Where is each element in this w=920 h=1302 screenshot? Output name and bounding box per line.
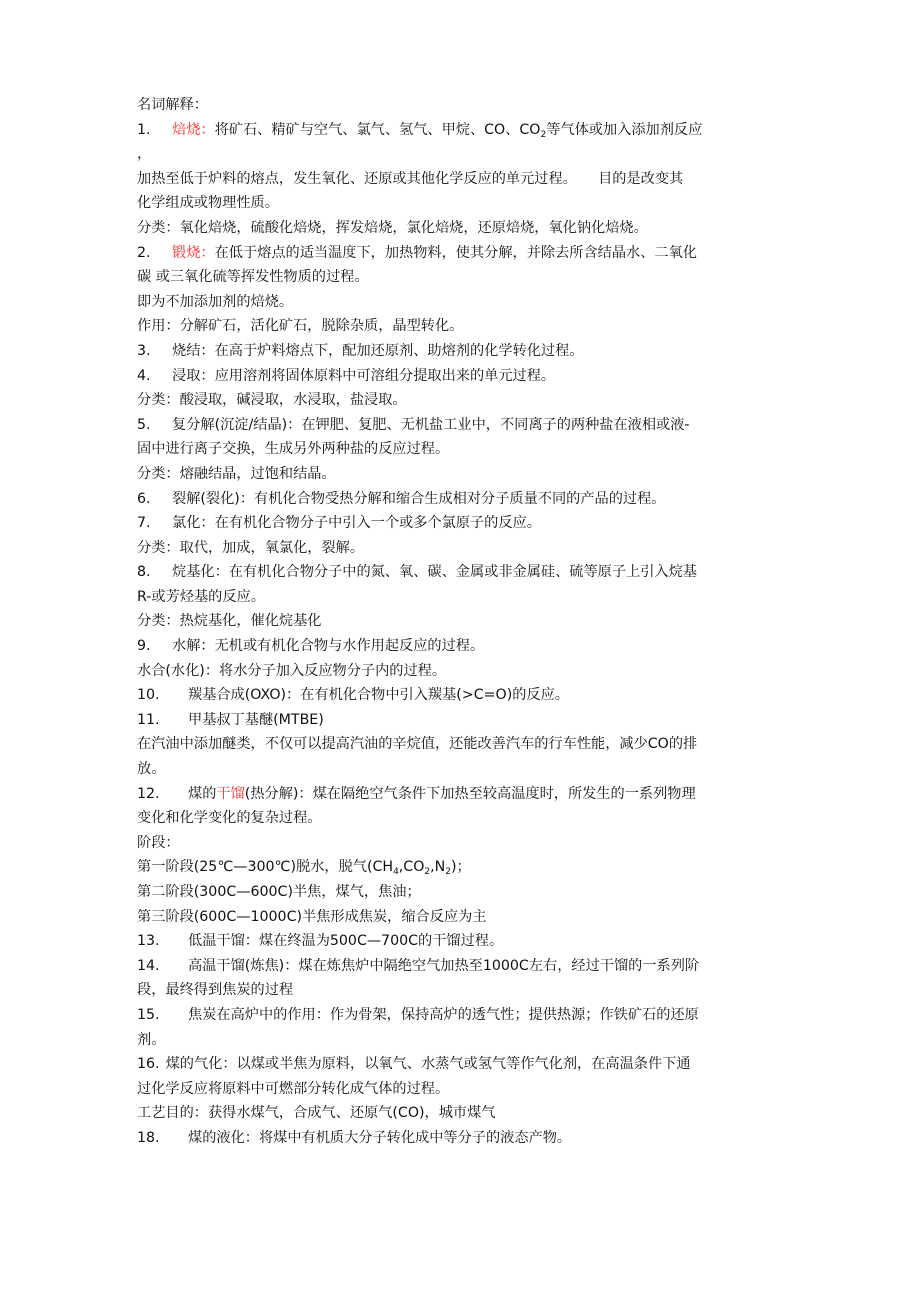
numbered-term-line xyxy=(137,929,787,954)
text-segment: 裂解(裂化)：有机化合物受热分解和缩合生成相对分子质量不同的产品的过程。 xyxy=(172,490,666,507)
text-segment: 焦炭在高炉中的作用：作为骨架，保持高炉的透气性；提供热源；作铁矿石的还原 xyxy=(188,1006,699,1023)
text-line xyxy=(137,757,787,782)
text-segment: 工艺目的：获得水煤气，合成气、还原气(CO)，城市煤气 xyxy=(137,1105,496,1122)
item-number: 1. xyxy=(137,121,151,138)
text-line xyxy=(137,314,787,339)
text-segment: 碳 或三氧化硫等挥发性物质的过程。 xyxy=(137,269,369,286)
text-segment: 氯化：在有机化合物分子中引入一个或多个氯原子的反应。 xyxy=(172,515,541,532)
text-segment: 等气体或加入添加剂反应 xyxy=(546,121,703,138)
numbered-term-line xyxy=(137,339,787,364)
text-segment: 甲基叔丁基醚(MTBE) xyxy=(188,711,324,728)
numbered-term-line xyxy=(137,364,787,389)
text-segment: 水解：无机或有机化合物与水作用起反应的过程。 xyxy=(172,638,485,655)
text-segment: 加热至低于炉料的熔点，发生氧化、还原或其他化学反应的单元过程。 目的是改变其 xyxy=(137,170,684,187)
text-segment: 在低于熔点的适当温度下，加热物料，使其分解，并除去所含结晶水、二氧化 xyxy=(214,244,697,261)
text-segment: 分类：取代，加成，氧氯化，裂解。 xyxy=(137,539,365,556)
text-line xyxy=(137,1101,787,1126)
numbered-term-line xyxy=(137,413,787,438)
text-segment: 煤的液化：将煤中有机质大分子转化成中等分子的液态产物。 xyxy=(188,1129,572,1146)
text-line xyxy=(137,216,787,241)
text-line xyxy=(137,609,787,634)
text-segment: 剂。 xyxy=(137,1031,166,1048)
item-number: 11. xyxy=(137,711,160,728)
item-number: 3. xyxy=(137,342,151,359)
subscript: 2 xyxy=(445,867,451,878)
text-line xyxy=(137,265,787,290)
text-segment: ,CO xyxy=(398,859,425,876)
text-segment: 浸取：应用溶剂将固体原料中可溶组分提取出来的单元过程。 xyxy=(172,367,556,384)
text-line xyxy=(137,462,787,487)
text-line xyxy=(137,142,787,167)
text-line xyxy=(137,290,787,315)
numbered-term-line xyxy=(137,511,787,536)
subscript: 4 xyxy=(393,867,399,878)
item-number: 7. xyxy=(137,515,151,532)
text-line xyxy=(137,585,787,610)
text-segment: 放。 xyxy=(137,761,166,778)
text-segment: 煤的 xyxy=(188,785,217,802)
text-line xyxy=(137,167,787,192)
text-line xyxy=(137,659,787,684)
text-segment: 阶段： xyxy=(137,834,180,851)
text-segment: 将矿石、精矿与空气、氯气、氢气、甲烷、CO、CO xyxy=(214,121,541,138)
text-segment: )； xyxy=(450,859,471,876)
text-segment: 羰基合成(OXO)：在有机化合物中引入羰基(>C=O)的反应。 xyxy=(188,687,569,704)
subscript: 2 xyxy=(540,129,547,140)
text-line xyxy=(137,1028,787,1053)
item-number: 8. xyxy=(137,564,151,581)
text-line xyxy=(137,437,787,462)
text-segment: ， xyxy=(137,146,152,163)
numbered-term-line xyxy=(137,954,787,979)
numbered-term-line xyxy=(137,1126,787,1151)
highlighted-term: 锻烧： xyxy=(172,244,215,261)
text-segment: 低温干馏：煤在终温为500C—700C的干馏过程。 xyxy=(188,933,504,950)
text-segment: 即为不加添加剂的焙烧。 xyxy=(137,293,294,310)
numbered-term-line xyxy=(137,1003,787,1028)
text-segment: 第三阶段(600C—1000C)半焦形成焦炭，缩合反应为主 xyxy=(137,908,487,925)
text-line xyxy=(137,191,787,216)
text-segment: 分类：酸浸取，碱浸取，水浸取，盐浸取。 xyxy=(137,392,407,409)
numbered-term-line xyxy=(137,560,787,585)
text-segment: 在汽油中添加醚类，不仅可以提高汽油的辛烷值，还能改善汽车的行车性能，减少CO的排 xyxy=(137,736,698,753)
item-number: 9. xyxy=(137,638,151,655)
text-segment: 变化和化学变化的复杂过程。 xyxy=(137,810,322,827)
numbered-term-line xyxy=(137,1052,787,1077)
numbered-term-line xyxy=(137,708,787,733)
text-segment: 烧结：在高于炉料熔点下，配加还原剂、助熔剂的化学转化过程。 xyxy=(172,342,584,359)
numbered-term-line xyxy=(137,487,787,512)
text-line xyxy=(137,978,787,1003)
text-line xyxy=(137,1077,787,1102)
text-line xyxy=(137,905,787,930)
text-line xyxy=(137,732,787,757)
text-segment: 水合(水化)：将水分子加入反应物分子内的过程。 xyxy=(137,662,447,679)
text-segment: 过化学反应将原料中可燃部分转化成气体的过程。 xyxy=(137,1080,450,1097)
item-number: 16. xyxy=(137,1056,160,1073)
text-segment: 分类：热烷基化，催化烷基化 xyxy=(137,613,322,630)
text-segment: 化学组成或物理性质。 xyxy=(137,195,279,212)
text-segment: 烷基化：在有机化合物分子中的氮、氧、碳、金属或非金属硅、硫等原子上引入烷基 xyxy=(172,564,697,581)
item-number: 10. xyxy=(137,687,160,704)
document-body xyxy=(137,93,787,1151)
item-number: 2. xyxy=(137,244,151,261)
item-number: 4. xyxy=(137,367,151,384)
text-segment: (热分解)：煤在隔绝空气条件下加热至较高温度时，所发生的一系列物理 xyxy=(244,785,696,802)
text-segment: 作用：分解矿石，活化矿石，脱除杂质，晶型转化。 xyxy=(137,318,464,335)
text-line xyxy=(137,880,787,905)
highlighted-term: 干馏 xyxy=(216,785,245,802)
item-number: 12. xyxy=(137,785,160,802)
text-line xyxy=(137,536,787,561)
item-number: 5. xyxy=(137,416,151,433)
item-number: 15. xyxy=(137,1006,160,1023)
text-line xyxy=(137,855,787,880)
item-number: 13. xyxy=(137,933,160,950)
text-segment: 第一阶段(25℃—300℃)脱水，脱气(CH xyxy=(137,859,394,876)
text-segment: 分类：氧化焙烧，硫酸化焙烧，挥发焙烧，氯化焙烧，还原焙烧，氧化钠化焙烧。 xyxy=(137,219,648,236)
item-number: 18. xyxy=(137,1129,160,1146)
text-segment: 煤的气化：以煤或半焦为原料，以氧气、水蒸气或氢气等作气化剂，在高温条件下通 xyxy=(165,1056,691,1073)
text-segment: 第二阶段(300C—600C)半焦，煤气，焦油； xyxy=(137,884,421,900)
text-segment: 固中进行离子交换，生成另外两种盐的反应过程。 xyxy=(137,441,450,458)
numbered-term-line xyxy=(137,634,787,659)
subscript: 2 xyxy=(424,867,431,878)
numbered-term-line xyxy=(137,782,787,807)
text-segment: 分类：熔融结晶，过饱和结晶。 xyxy=(137,465,336,482)
numbered-term-line xyxy=(137,118,787,143)
text-segment: 名词解释： xyxy=(137,97,208,113)
text-line xyxy=(137,93,787,118)
text-segment: 复分解(沉淀/结晶)：在钾肥、复肥、无机盐工业中，不同离子的两种盐在液相或液- xyxy=(172,416,690,433)
text-segment: ,N xyxy=(430,859,446,876)
item-number: 14. xyxy=(137,957,160,974)
text-segment: 段，最终得到焦炭的过程 xyxy=(137,982,294,999)
text-segment: 高温干馏(炼焦)：煤在炼焦炉中隔绝空气加热至1000C左右，经过干馏的一系列阶 xyxy=(188,957,700,974)
text-line xyxy=(137,388,787,413)
text-segment: R-或芳烃基的反应。 xyxy=(137,588,265,605)
highlighted-term: 焙烧： xyxy=(172,121,215,138)
text-line xyxy=(137,806,787,831)
text-line xyxy=(137,831,787,856)
numbered-term-line xyxy=(137,683,787,708)
item-number: 6. xyxy=(137,490,151,507)
numbered-term-line xyxy=(137,241,787,266)
